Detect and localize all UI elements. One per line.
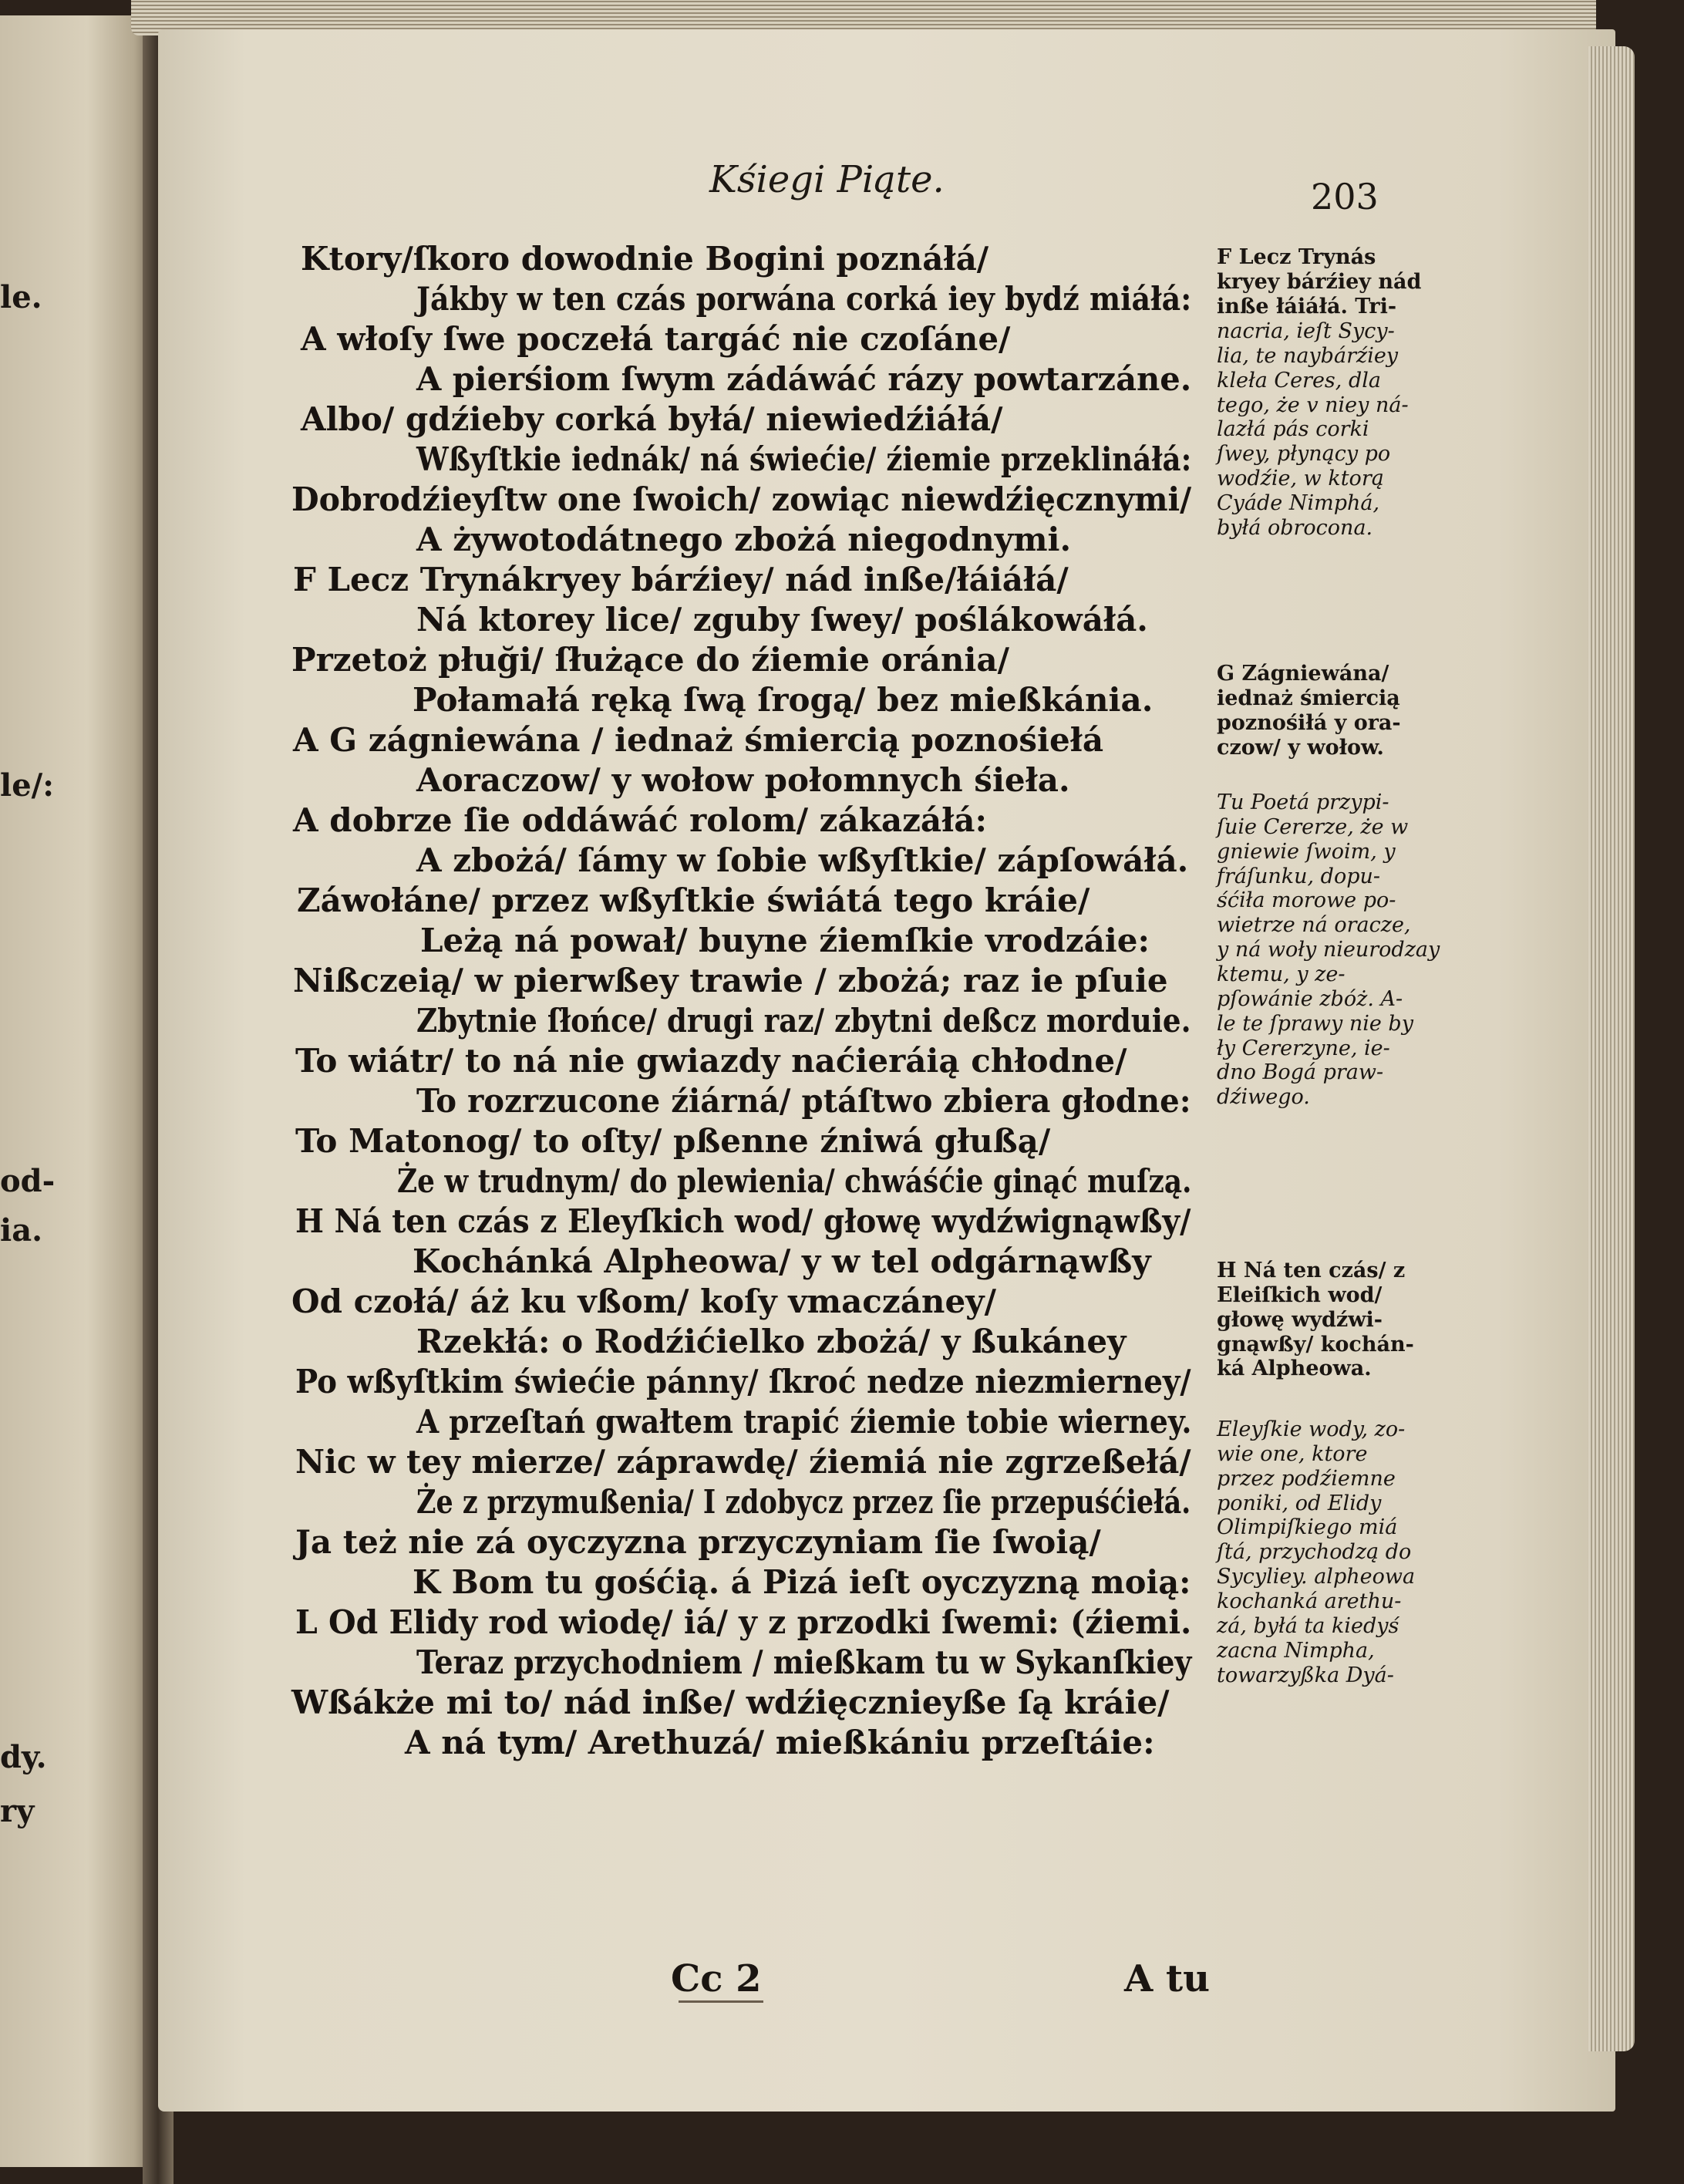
verse-line: Przetoż płuği/ ſłużące do źiemie oránia/ [291,641,1009,679]
verse-line: Ktory/ſkoro dowodnie Bogini poznáłá/ [301,240,989,278]
note-line: F Lecz Trynás [1217,245,1376,269]
verse-line: A pierśiom ſwym zádáwáć rázy powtarzáne. [416,360,1192,398]
left-fragment: od- [0,1163,56,1199]
note-line: dno Bogá praw- [1217,1060,1384,1085]
verse-line: A włoſy ſwe poczełá targáć nie czoſáne/ [301,320,1011,358]
note-line: poznośiłá y ora- [1217,710,1401,735]
note-line: wodźie, w ktorą [1217,467,1384,491]
note-line: ká Alpheowa. [1217,1357,1372,1381]
note-line: poniki, od Elidy [1217,1491,1382,1515]
note-line: wietrze ná oracze, [1217,913,1411,938]
note-line: ſtá, przychodzą do [1217,1540,1412,1565]
left-page [0,15,158,2167]
note-line: dźiwego. [1217,1085,1310,1110]
verse-line: To Matonog/ to oſty/ pßenne źniwá głußą/ [295,1122,1051,1160]
verse-line: Po wßyſtkim świećie pánny/ ſkroć nedze niezmierney/ [295,1363,1191,1400]
verse-line: A G zágniewána / iednaż śmiercią poznośiełá [293,721,1104,759]
note-line: fráſunku, dopu- [1217,864,1381,888]
note-line: ktemu, y ze- [1217,962,1346,987]
note-line: le te ſprawy nie by [1217,1011,1413,1036]
verse-line: Albo/ gdźieby corká byłá/ niewiedźiáłá/ [301,400,1003,438]
note-line: iednaż śmiercią [1217,686,1400,710]
catchword: A tu [1124,1957,1211,2000]
verse-line: A żywotodátnego zbożá niegodnymi. [416,521,1072,558]
verse-line: Dobrodźieyſtw one ſwoich/ zowiąc niewdźięcznymi/ [291,480,1192,518]
note-line: Olimpiſkiego miá [1217,1515,1398,1540]
note-line: wie one, ktore [1217,1441,1368,1466]
verse-line: Nißczeią/ w pierwßey trawie / zbożá; raz ie pſuie [293,962,1168,999]
verse-line: Kochánká Alpheowa/ y w tel odgárnąwßy [413,1242,1151,1280]
verse-line: Wßyſtkie iednák/ ná świećie/ źiemie przeklináłá: [416,440,1192,478]
note-line: pſowánie zbóż. A- [1217,986,1403,1011]
side-note [1217,1417,1448,1687]
note-line: y ná woły nieurodzay [1217,938,1440,962]
left-fragment: dy. [0,1739,47,1775]
side-note [1217,245,1448,319]
note-line: ſwey, płynący po [1217,442,1391,467]
note-line: kryey bárźiey nád [1217,269,1422,294]
note-line: Cyáde Nimphá, [1217,491,1380,516]
verse-line: K Bom tu gośćią. á Pizá ieſt oyczyzną moią: [413,1563,1191,1601]
note-line: kleła Ceres, dla [1217,368,1381,393]
note-line: śćiła morowe po- [1217,888,1396,913]
left-fragment: le/: [0,767,55,804]
verse-line: A przeſtań gwałtem trapić źiemie tobie wierney. [416,1403,1192,1441]
verse-line: Rzekłá: o Rodźićielko zbożá/ y ßukáney [416,1323,1127,1360]
verse-line: Że w trudnym/ do plewienia/ chwáśćie ginąć muſzą. [397,1162,1192,1200]
verse-line: Że z przymußenia/ I zdobycz przez ſie przepuśćiełá. [416,1483,1191,1521]
page-number: 203 [1311,176,1379,217]
note-line: zá, byłá ta kiedyś [1217,1613,1399,1638]
side-note [1217,319,1448,541]
verse-line: F Lecz Trynákryey bárźiey/ nád inße/łáiáłá/ [293,561,1069,598]
note-line: towarzyßka Dyá- [1217,1663,1394,1687]
page-stack-edge [1588,46,1635,2051]
verse-line: Nic w tey mierze/ záprawdę/ źiemiá nie zgrzeßełá/ [295,1443,1191,1481]
verse-line: Teraz przychodniem / mießkam tu w Sykanſkiey [416,1643,1192,1681]
note-line: byłá obrocona. [1217,515,1373,540]
note-line: Tu Poetá przypi- [1217,790,1389,814]
note-line: zacna Nimpha, [1217,1638,1375,1663]
side-note [1217,790,1448,1110]
note-line: ſuie Cererze, że w [1217,814,1409,839]
verse-line: H Ná ten czás z Eleyſkich wod/ głowę wydźwignąwßy/ [295,1202,1191,1240]
verse-line: Leżą ná pował/ buyne źiemſkie vrodzáie: [420,922,1150,959]
verse-line: A zbożá/ ſámy w ſobie wßyſtkie/ zápſowáłá. [416,841,1189,879]
verse-line: Zbytnie ſłońce/ drugi raz/ zbytni deßcz morduie. [416,1002,1191,1040]
note-line: H Ná ten czás/ z [1217,1259,1406,1282]
note-line: Sycyliey. alpheowa [1217,1565,1416,1589]
verse-line: Aoraczow/ y wołow połomnych śieła. [416,761,1070,799]
verse-line: Od czołá/ áż ku vßom/ koſy vmaczáney/ [291,1282,996,1320]
verse-line: Záwołáne/ przez wßyſtkie świátá tego kráie/ [297,881,1090,919]
note-line: głowę wydźwi- [1217,1307,1383,1332]
note-line: inße łáiáłá. Tri- [1217,294,1397,318]
note-line: przez podźiemne [1217,1466,1396,1491]
note-line: lazłá pás corki [1217,417,1369,442]
verse-line: A dobrze ſie oddáwáć rolom/ zákazáłá: [293,801,988,839]
verse-line: To rozrzucone źiárná/ ptáſtwo zbiera głodne: [416,1082,1191,1120]
note-line: lia, te naybárźiey [1217,343,1399,368]
signature-mark: Cc 2 [671,1957,762,2000]
note-line: czow/ y wołow. [1217,735,1384,760]
verse-line: Jákby w ten czás porwána corká iey bydź miáłá: [416,280,1192,318]
note-line: kochanká arethu- [1217,1589,1402,1614]
left-fragment: ry [0,1793,35,1829]
note-line: gniewie ſwoim, y [1217,839,1396,864]
verse-line: To wiátr/ to ná nie gwiazdy naćieráią chłodne/ [295,1042,1127,1080]
note-line: Eleyſkie wody, zo- [1217,1417,1406,1441]
note-line: Eleiſkich wod/ [1217,1282,1383,1307]
verse-line: Połamałá ręką ſwą ſrogą/ bez mießkánia. [413,681,1154,719]
note-line: tego, że v niey ná- [1217,393,1409,417]
verse-line: Ná ktorey lice/ zguby ſwey/ poślákowáłá. [416,601,1148,639]
side-note [1217,1259,1448,1381]
left-fragment: le. [0,279,42,315]
note-line: ły Cererzyne, ie- [1217,1036,1390,1060]
note-line: G Zágniewána/ [1217,662,1389,686]
side-note [1217,662,1448,760]
verse-line: A ná tym/ Arethuzá/ mießkániu przeſtáie: [405,1724,1155,1761]
left-fragment: ia. [0,1212,43,1249]
verse-line: Wßákże mi to/ nád inße/ wdźięcznieyße ſą kráie/ [291,1684,1170,1721]
note-line: nacria, ieſt Sycy- [1217,319,1395,343]
signature-underline [679,2000,763,2003]
verse-line: Ja też nie zá oyczyzna przyczyniam ſie ſwoią/ [295,1523,1101,1561]
verse-line: L Od Elidy rod wiodę/ iá/ y z przodki ſwemi: (źiemi. [295,1603,1192,1641]
note-line: gnąwßy/ kochán- [1217,1332,1414,1357]
running-head: Kśiegi Piąte. [709,158,945,201]
